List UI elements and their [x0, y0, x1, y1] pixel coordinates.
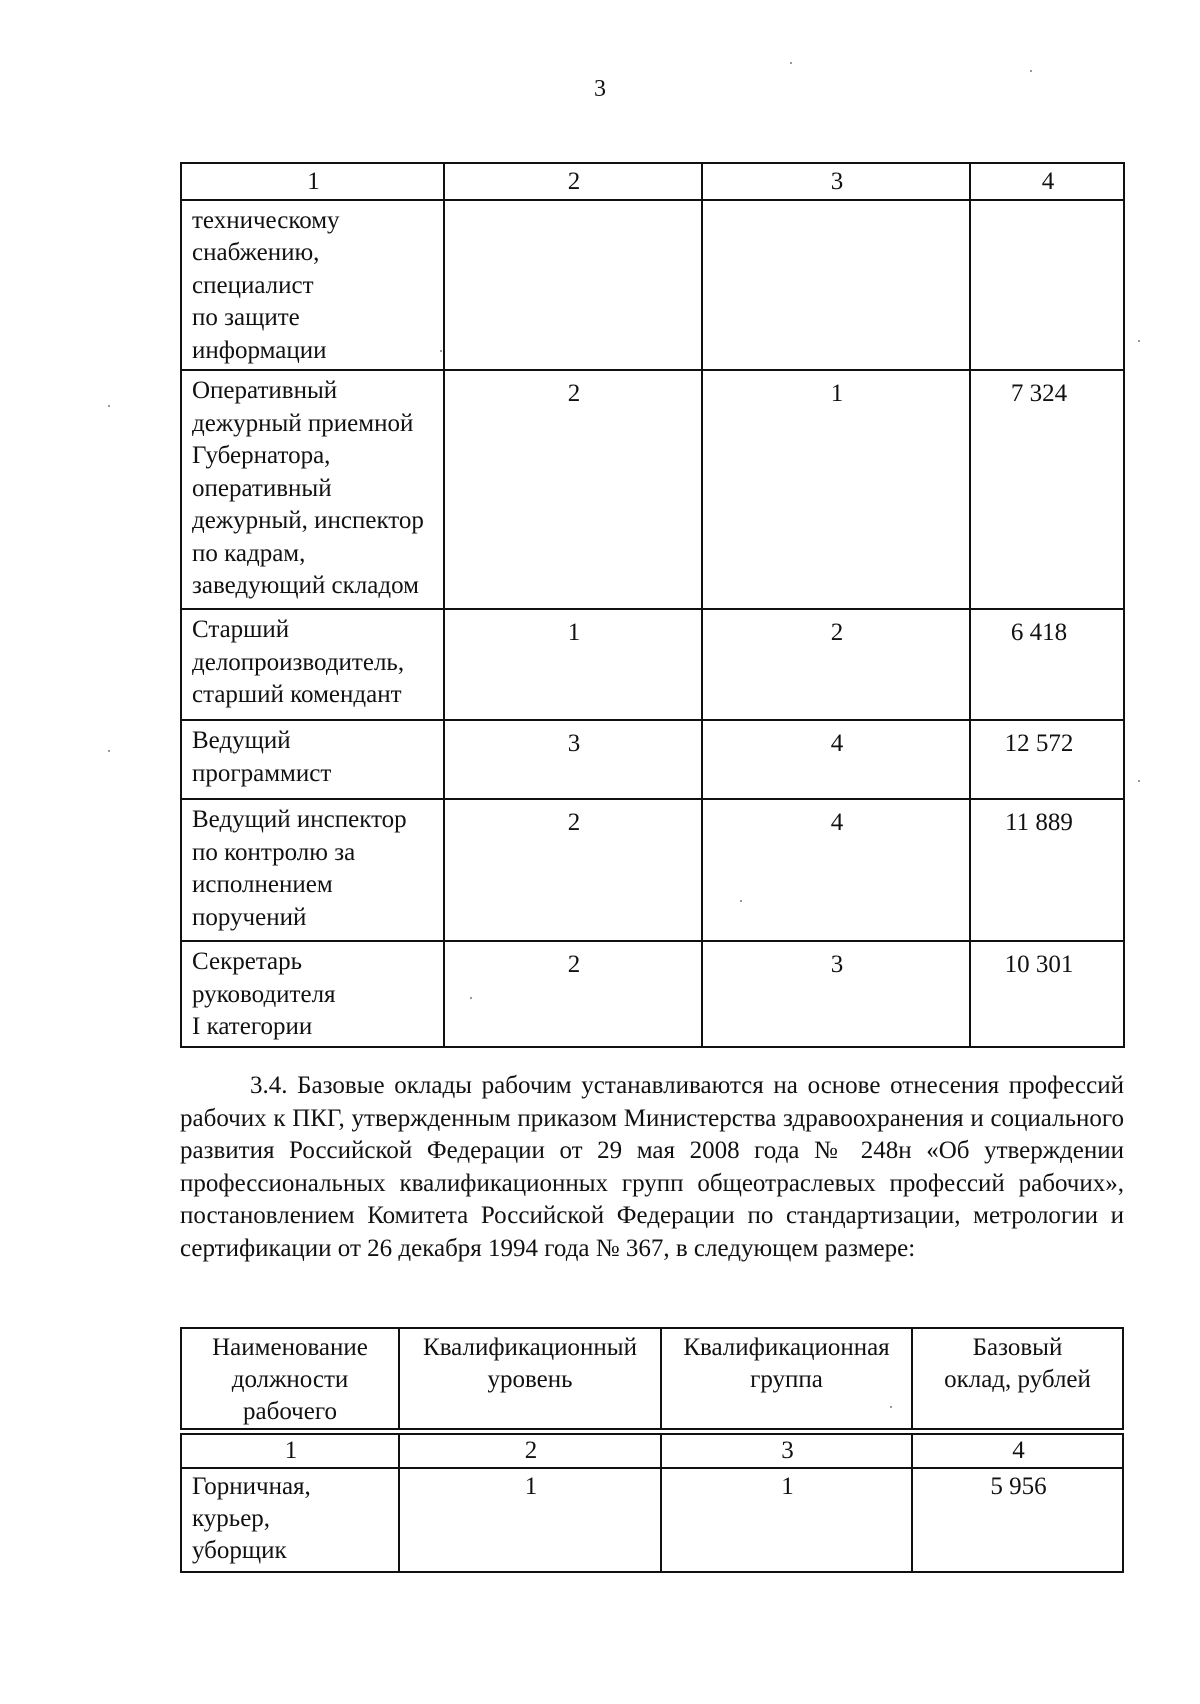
- position-name-line: Секретарь: [192, 948, 303, 975]
- base-salary-cell: 7 324: [970, 370, 1124, 609]
- scan-speck: [1138, 780, 1140, 782]
- position-name-line: дежурный, инспектор: [192, 507, 424, 534]
- qualification-level-cell: [444, 200, 702, 371]
- table-row: [181, 370, 1124, 609]
- header-base-salary: [912, 1328, 1123, 1429]
- scan-speck: [740, 900, 742, 902]
- position-name-cell: [181, 941, 444, 1047]
- header-line: Наименование: [212, 1334, 368, 1361]
- qualification-group-cell: 3: [702, 941, 970, 1047]
- position-name-line: техническому: [192, 206, 340, 234]
- position-name-line: по контролю за: [192, 838, 356, 866]
- header-line: рабочего: [243, 1398, 337, 1425]
- qualification-group-cell: 2: [702, 609, 970, 720]
- position-name-line: уборщик: [192, 1537, 287, 1564]
- qualification-group-cell: 1: [661, 1468, 912, 1572]
- scan-speck: [790, 62, 792, 64]
- base-salary-cell: [970, 200, 1124, 371]
- header-line: должности: [231, 1366, 349, 1393]
- salary-table-workers: [180, 1433, 1124, 1573]
- position-name-cell: [181, 720, 444, 799]
- position-name-line: специалист: [192, 271, 314, 299]
- header-line: уровень: [487, 1366, 573, 1393]
- qualification-level-cell: 2: [444, 799, 702, 941]
- qualification-group-cell: [702, 200, 970, 371]
- salary-table-specialists: [180, 162, 1125, 1048]
- header-qualification-level: [399, 1328, 661, 1429]
- table-header-row: [181, 1328, 1123, 1429]
- position-name-line: Губернатора,: [192, 442, 331, 469]
- column-number-3: 3: [661, 1434, 912, 1468]
- scan-speck: [440, 350, 442, 352]
- qualification-level-cell: 1: [444, 609, 702, 720]
- header-line: Квалификационная: [683, 1334, 890, 1361]
- scan-speck: [470, 997, 472, 999]
- position-name-line: поручений: [192, 903, 307, 931]
- position-name-line: исполнением: [192, 871, 333, 898]
- position-name-line: курьер,: [192, 1505, 271, 1532]
- base-salary-cell: 6 418: [970, 609, 1124, 720]
- paragraph-3-4: [180, 1070, 1124, 1265]
- position-name-cell: [181, 1468, 399, 1572]
- position-name-line: руководителя: [192, 980, 336, 1008]
- scan-speck: [1030, 70, 1032, 72]
- qualification-group-cell: 4: [702, 720, 970, 799]
- table-row: [181, 200, 1124, 371]
- scan-speck: [890, 1406, 892, 1408]
- position-name-line: по кадрам,: [192, 539, 306, 567]
- table-row: [181, 720, 1124, 799]
- qualification-level-cell: 1: [399, 1468, 661, 1572]
- page-number: 3: [594, 76, 606, 102]
- base-salary-cell: 10 301: [970, 941, 1124, 1047]
- scan-speck: [108, 405, 110, 407]
- salary-table-workers-header: [180, 1327, 1124, 1430]
- position-name-line: программист: [192, 759, 332, 787]
- position-name-line: заведующий складом: [192, 572, 419, 599]
- table-row: [181, 609, 1124, 720]
- base-salary-cell: 12 572: [970, 720, 1124, 799]
- column-number-2: 2: [399, 1434, 661, 1468]
- column-number-4: 4: [970, 163, 1124, 200]
- position-name-line: информации: [192, 336, 327, 364]
- paragraph-text: 3.4. Базовые оклады рабочим устанавливаются на основе отнесения профессий рабочих к ПКГ, утвержденным приказом Министерства здравоохранения и социального развития Российской Федерации от 29 мая 2008 года № 248н «Об утверждении профессиональных квалификационных групп общеотраслевых профессий рабочих», постановлением Комитета Российской Федерации по стандартизации, метрологии и сертификации от 26 декабря 1994 года № 367, в следующем размере:: [180, 1072, 1124, 1262]
- column-number-3: 3: [702, 163, 970, 200]
- header-position-name: [181, 1328, 399, 1429]
- column-number-1: 1: [181, 1434, 399, 1468]
- qualification-level-cell: 3: [444, 720, 702, 799]
- position-name-line: оперативный: [192, 474, 332, 502]
- column-number-1: 1: [181, 163, 444, 200]
- scan-speck: [1138, 340, 1140, 342]
- qualification-level-cell: 2: [444, 370, 702, 609]
- table-row: [181, 941, 1124, 1047]
- column-number-2: 2: [444, 163, 702, 200]
- position-name-line: делопроизводитель,: [192, 648, 405, 676]
- position-name-cell: [181, 370, 444, 609]
- position-name-cell: [181, 609, 444, 720]
- header-line: Базовый: [972, 1334, 1063, 1361]
- position-name-line: Ведущий инспектор: [192, 806, 407, 833]
- position-name-line: Старший: [192, 616, 290, 643]
- header-line: оклад, рублей: [944, 1366, 1091, 1393]
- table-row: [181, 1468, 1123, 1572]
- column-number-4: 4: [912, 1434, 1123, 1468]
- position-name-line: снабжению,: [192, 239, 320, 266]
- position-name-cell: [181, 200, 444, 371]
- position-name-cell: [181, 799, 444, 941]
- table-row: [181, 799, 1124, 941]
- table-column-numbers-row: [181, 1434, 1123, 1468]
- position-name-line: по защите: [192, 304, 300, 331]
- qualification-level-cell: 2: [444, 941, 702, 1047]
- position-name-line: Горничная,: [192, 1473, 311, 1500]
- position-name-line: I категории: [192, 1013, 313, 1040]
- table-column-numbers-row: [181, 163, 1124, 200]
- base-salary-cell: 5 956: [912, 1468, 1123, 1572]
- position-name-line: старший комендант: [192, 681, 402, 708]
- position-name-line: Оперативный: [192, 377, 338, 404]
- position-name-line: Ведущий: [192, 727, 291, 754]
- scan-speck: [108, 750, 110, 752]
- position-name-line: дежурный приемной: [192, 409, 414, 437]
- header-line: Квалификационный: [423, 1334, 637, 1361]
- header-qualification-group: [661, 1328, 912, 1429]
- header-line: группа: [750, 1366, 823, 1393]
- base-salary-cell: 11 889: [970, 799, 1124, 941]
- qualification-group-cell: 1: [702, 370, 970, 609]
- qualification-group-cell: 4: [702, 799, 970, 941]
